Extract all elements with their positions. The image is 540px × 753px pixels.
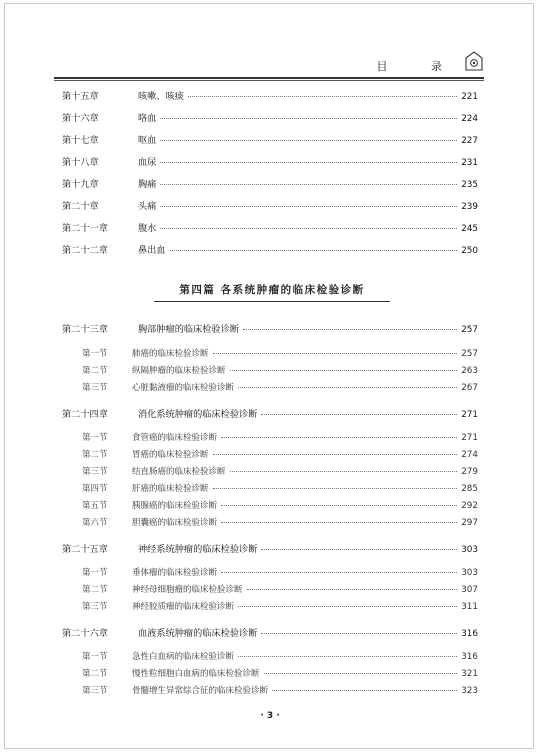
chapter-number: 第十八章 <box>62 157 99 168</box>
section-number: 第二节 <box>82 669 108 679</box>
page-ref: 285 <box>461 484 478 494</box>
chapter-title: 胸部肿瘤的临床检验诊断 <box>138 324 240 335</box>
chapter-number: 第十五章 <box>62 91 99 102</box>
section-number: 第三节 <box>82 467 108 477</box>
section-title: 神经胶质瘤的临床检验诊断 <box>132 602 235 612</box>
page-ref: 235 <box>461 180 478 190</box>
page-ref: 279 <box>461 467 478 477</box>
part-heading <box>154 282 390 300</box>
section-number: 第三节 <box>82 602 108 612</box>
toc-section-entry[interactable] <box>62 684 478 700</box>
section-title: 骨髓增生异常综合征的临床检验诊断 <box>132 686 269 696</box>
header-rule <box>54 77 484 79</box>
toc-section-entry[interactable] <box>62 600 478 616</box>
section-number: 第六节 <box>82 518 108 528</box>
page-ref: 239 <box>461 202 478 212</box>
page-ref: 257 <box>461 349 478 359</box>
toc-section-entry[interactable] <box>62 499 478 515</box>
toc-section-entry[interactable] <box>62 364 478 380</box>
dot-leader <box>213 353 458 354</box>
chapter-title: 咯血 <box>138 113 157 124</box>
section-number: 第一节 <box>82 433 108 443</box>
page-ref: 297 <box>461 518 478 528</box>
toc-section-entry[interactable] <box>62 431 478 447</box>
book-emblem-icon <box>464 50 484 72</box>
section-title: 胰腺癌的临床检验诊断 <box>132 501 218 511</box>
chapter-title: 神经系统肿瘤的临床检验诊断 <box>138 544 258 555</box>
page-ref: 224 <box>461 114 478 124</box>
page-ref: 316 <box>461 629 478 639</box>
section-number: 第一节 <box>82 349 108 359</box>
section-title: 胆囊癌的临床检验诊断 <box>132 518 218 528</box>
section-number: 第一节 <box>82 568 108 578</box>
chapter-number: 第二十二章 <box>62 245 108 256</box>
toc-chapter-entry[interactable] <box>62 321 478 337</box>
toc-chapter-entry[interactable] <box>62 132 478 148</box>
dot-leader <box>238 606 457 607</box>
header-title: 目 录 <box>376 60 462 73</box>
chapter-title: 胸痛 <box>138 179 157 190</box>
page-ref: 263 <box>461 366 478 376</box>
toc-chapter-entry[interactable] <box>62 154 478 170</box>
page-ref: 316 <box>461 652 478 662</box>
chapter-title: 血尿 <box>138 157 157 168</box>
section-title: 神经母细胞瘤的临床检验诊断 <box>132 585 243 595</box>
section-title: 纵隔肿瘤的临床检验诊断 <box>132 366 226 376</box>
dot-leader <box>160 206 457 207</box>
section-title: 结直肠癌的临床检验诊断 <box>132 467 226 477</box>
dot-leader <box>230 471 458 472</box>
toc-section-entry[interactable] <box>62 650 478 666</box>
toc-section-entry[interactable] <box>62 381 478 397</box>
dot-leader <box>221 522 457 523</box>
toc-section-entry[interactable] <box>62 566 478 582</box>
section-number: 第三节 <box>82 383 108 393</box>
toc-chapter-entry[interactable] <box>62 110 478 126</box>
section-number: 第二节 <box>82 450 108 460</box>
dot-leader <box>160 228 457 229</box>
section-number: 第三节 <box>82 686 108 696</box>
section-number: 第二节 <box>82 366 108 376</box>
page-ref: 221 <box>461 92 478 102</box>
section-number: 第五节 <box>82 501 108 511</box>
toc-chapter-entry[interactable] <box>62 198 478 214</box>
dot-leader <box>170 250 458 251</box>
section-title: 肝癌的临床检验诊断 <box>132 484 209 494</box>
section-title: 慢性粒细胞白血病的临床检验诊断 <box>132 669 260 679</box>
toc-chapter-entry[interactable] <box>62 406 478 422</box>
dot-leader <box>160 118 457 119</box>
dot-leader <box>243 329 457 330</box>
chapter-title: 头痛 <box>138 201 157 212</box>
section-title: 心脏黏液瘤的临床检验诊断 <box>132 383 235 393</box>
page-ref: 245 <box>461 224 478 234</box>
chapter-number: 第十六章 <box>62 113 99 124</box>
dot-leader <box>261 633 457 634</box>
section-number: 第二节 <box>82 585 108 595</box>
dot-leader <box>160 184 457 185</box>
part-underline <box>154 301 390 302</box>
chapter-number: 第十七章 <box>62 135 99 146</box>
toc-chapter-entry[interactable] <box>62 242 478 258</box>
dot-leader <box>272 690 457 691</box>
dot-leader <box>221 505 457 506</box>
page-number: · 3 · <box>260 711 280 721</box>
dot-leader <box>213 454 458 455</box>
section-title: 胃癌的临床检验诊断 <box>132 450 209 460</box>
dot-leader <box>160 162 457 163</box>
toc-section-entry[interactable] <box>62 465 478 481</box>
toc-section-entry[interactable] <box>62 347 478 363</box>
page-ref: 274 <box>461 450 478 460</box>
toc-chapter-entry[interactable] <box>62 88 478 104</box>
dot-leader <box>247 589 458 590</box>
chapter-title: 腹水 <box>138 223 157 234</box>
page-ref: 271 <box>461 410 478 420</box>
toc-chapter-entry[interactable] <box>62 220 478 236</box>
page-ref: 227 <box>461 136 478 146</box>
page-ref: 257 <box>461 325 478 335</box>
dot-leader <box>213 488 458 489</box>
chapter-number: 第二十章 <box>62 201 99 212</box>
page-ref: 307 <box>461 585 478 595</box>
part-title-text: 第四篇 各系统肿瘤的临床检验诊断 <box>179 284 365 296</box>
chapter-number: 第二十一章 <box>62 223 108 234</box>
toc-section-entry[interactable] <box>62 667 478 683</box>
header-rule-thin <box>54 80 484 81</box>
section-title: 急性白血病的临床检验诊断 <box>132 652 235 662</box>
chapter-number: 第二十五章 <box>62 544 108 555</box>
page-ref: 323 <box>461 686 478 696</box>
section-title: 食管癌的临床检验诊断 <box>132 433 218 443</box>
dot-leader <box>238 656 457 657</box>
dot-leader <box>221 437 457 438</box>
dot-leader <box>230 370 458 371</box>
chapter-title: 血液系统肿瘤的临床检验诊断 <box>138 628 258 639</box>
toc-section-entry[interactable] <box>62 583 478 599</box>
toc-chapter-entry[interactable] <box>62 625 478 641</box>
page-ref: 231 <box>461 158 478 168</box>
dot-leader <box>261 414 457 415</box>
chapter-title: 咳嗽、咳痰 <box>138 91 184 102</box>
chapter-title: 鼻出血 <box>138 245 166 256</box>
toc-section-entry[interactable] <box>62 516 478 532</box>
toc-section-entry[interactable] <box>62 482 478 498</box>
dot-leader <box>160 140 457 141</box>
toc-chapter-entry[interactable] <box>62 176 478 192</box>
dot-leader <box>221 572 457 573</box>
dot-leader <box>188 96 457 97</box>
toc-chapter-entry[interactable] <box>62 541 478 557</box>
chapter-number: 第二十四章 <box>62 409 108 420</box>
section-number: 第一节 <box>82 652 108 662</box>
chapter-number: 第二十三章 <box>62 324 108 335</box>
section-number: 第四节 <box>82 484 108 494</box>
page-ref: 321 <box>461 669 478 679</box>
dot-leader <box>264 673 458 674</box>
page-ref: 271 <box>461 433 478 443</box>
page-ref: 303 <box>461 545 478 555</box>
section-title: 肺癌的临床检验诊断 <box>132 349 209 359</box>
running-header <box>54 56 484 78</box>
chapter-number: 第十九章 <box>62 179 99 190</box>
page-ref: 267 <box>461 383 478 393</box>
dot-leader <box>261 549 457 550</box>
page-ref: 303 <box>461 568 478 578</box>
page-ref: 311 <box>461 602 478 612</box>
chapter-title: 呕血 <box>138 135 157 146</box>
toc-section-entry[interactable] <box>62 448 478 464</box>
section-title: 垂体瘤的临床检验诊断 <box>132 568 218 578</box>
chapter-number: 第二十六章 <box>62 628 108 639</box>
chapter-title: 消化系统肿瘤的临床检验诊断 <box>138 409 258 420</box>
page-ref: 292 <box>461 501 478 511</box>
dot-leader <box>238 387 457 388</box>
page-ref: 250 <box>461 246 478 256</box>
